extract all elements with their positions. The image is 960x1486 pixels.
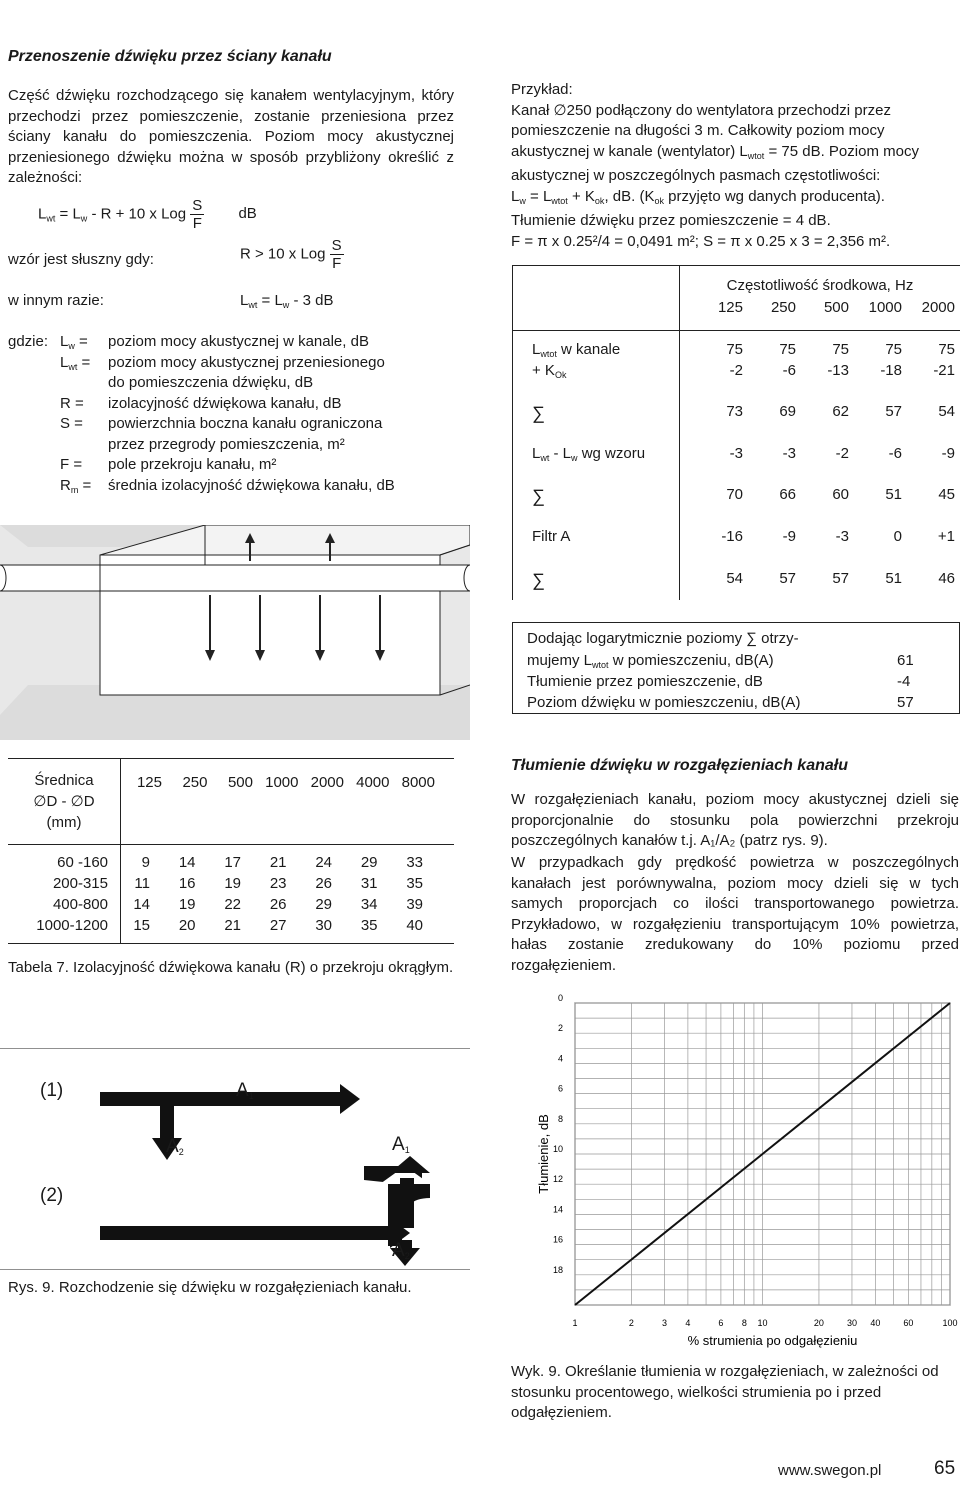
- definition-text: przez przegrody pomieszczenia, m²: [108, 435, 345, 453]
- section2-title: Tłumienie dźwięku w rozgałęzieniach kanału: [511, 757, 848, 774]
- freq-row-label: ∑: [532, 570, 545, 590]
- table7-row-values: [126, 917, 423, 934]
- freq-row-values: [690, 486, 955, 503]
- x-tick-label: 60: [903, 1318, 914, 1328]
- freq-cell: +1: [937, 528, 955, 545]
- table7-caption: Tabela 7. Izolacyjność dźwiękowa kanału (R) o przekroju okrągłym.: [8, 959, 454, 976]
- where-label: gdzie:: [8, 333, 49, 350]
- definition-symbol: $L_{wt}$ =: [60, 353, 91, 372]
- table7-cell: 16: [178, 875, 196, 892]
- table7-freq-header: 1000: [265, 774, 299, 791]
- x-tick-label: 3: [661, 1318, 667, 1328]
- freq-col-header: 1000: [868, 299, 902, 316]
- definition-text: średnia izolacyjność dźwiękowa kanału, dB: [108, 476, 395, 494]
- chart-caption: Wyk. 9. Określanie tłumienia w rozgałęzieniach, w zależności od stosunku procentowego, wielkości strumienia po i przed odgałęzieniem.: [511, 1363, 939, 1421]
- y-tick-label: 4: [557, 1053, 563, 1064]
- freq-col-header: 2000: [921, 299, 955, 316]
- definition-text: poziom mocy akustycznej przeniesionego: [108, 353, 385, 371]
- freq-cell: 75: [779, 341, 796, 358]
- freq-cell: 73: [726, 403, 743, 420]
- table7-cell: 31: [360, 875, 378, 892]
- definition-row: [60, 354, 385, 372]
- table7-row-values: [126, 896, 423, 913]
- y-tick-label: 2: [557, 1023, 563, 1034]
- table7-cell: 14: [133, 896, 150, 913]
- x-tick-label: 8: [741, 1318, 747, 1328]
- freq-col-header: 125: [717, 299, 743, 316]
- example-block: Przykład: Kanał ∅250 podłączony do wentylatora przechodzi przez pomieszczenie na długości 3 m. Całkowity poziom mocy akustycznej w kanale (wentylator) $L_{wtot} = 75$ dB. Poziom mocy akustycznej w poszczególnych pasmach częstotliwości: $L_w = L_{wtot} + K_{ok}$, dB. ($K_{ok}$ przyjęto wg danych producenta). Tłumienie dźwięku przez pomieszczenie = 4 dB. F = π x 0.25²/4 = 0,0491 m²; S = π x 0.25 x 3 = 2,356 m².: [511, 81, 919, 250]
- freq-cell: 45: [938, 486, 955, 503]
- freq-row-label: $L_{wtot}$ w kanale: [532, 341, 621, 359]
- else-expression: $L_{wt} = L_w - 3$ dB: [240, 292, 334, 310]
- definition-row: [60, 436, 345, 453]
- freq-cell: 54: [938, 403, 955, 420]
- freq-row-label: $L_{wt} - L_w$ wg wzoru: [532, 445, 646, 463]
- table7: [8, 758, 454, 948]
- freq-cell: 75: [885, 341, 902, 358]
- table7-freq-header: 8000: [401, 774, 435, 791]
- table7-cell: 24: [315, 854, 332, 871]
- x-tick-label: 10: [757, 1318, 768, 1328]
- page-number: 65: [934, 1458, 956, 1479]
- summary-line-2: mujemy $L_{wtot}$ w pomieszczeniu, dB(A): [527, 652, 774, 670]
- freq-col-header: 250: [770, 299, 796, 316]
- table7-cell: 11: [134, 875, 150, 892]
- table7-diameter: 400-800: [52, 896, 108, 913]
- summary-line-3: Tłumienie przez pomieszczenie, dB: [527, 673, 763, 690]
- branch-label-1: (1): [40, 1080, 64, 1101]
- section2-p1: W rozgałęzieniach kanału, poziom mocy akustycznej dzieli się proporcjonalnie do stosunku pola powierzchni przekroju poszczególnych kanałów t.j. A₁/A₂ (patrz rys. 9).: [511, 791, 959, 849]
- branch-label-2: (2): [40, 1185, 64, 1206]
- table7-freq-header: 125: [136, 774, 162, 791]
- table7-cell: 9: [141, 854, 150, 871]
- table7-cell: 17: [224, 854, 241, 871]
- freq-cell: 66: [779, 486, 796, 503]
- freq-cell: 62: [832, 403, 849, 420]
- freq-row-values: [690, 403, 955, 420]
- definition-symbol: $L_w$ =: [60, 333, 88, 351]
- branch-diagram: [0, 1048, 470, 1270]
- y-tick-label: 18: [552, 1264, 563, 1275]
- summary-value-2: 61: [897, 652, 914, 669]
- freq-cell: -3: [835, 528, 849, 545]
- freq-cell: -18: [880, 362, 902, 379]
- table7-freq-header: 4000: [356, 774, 390, 791]
- freq-cell: 51: [885, 486, 902, 503]
- table7-freqs: [126, 774, 435, 791]
- definition-row: [60, 415, 382, 432]
- table7-cell: 34: [360, 896, 378, 913]
- main-formula: $L_{wt} = L_w - R + 10$ x Log $\frac{S}{F}$ dB: [38, 197, 257, 232]
- freq-row-values: [690, 570, 955, 587]
- table7-cell: 15: [133, 917, 150, 934]
- table7-cell: 35: [406, 875, 423, 892]
- definition-row: [60, 477, 395, 495]
- freq-row-label: Filtr A: [532, 528, 571, 545]
- intro-paragraph: Część dźwięku rozchodzącego się kanałem wentylacyjnym, który przechodzi przez pomieszczenie, zostanie przeniesiona przez ściany kanału do pomieszczenia. Poziom mocy akustycznej przeniesionego dźwięku można w sposób przybliżony określić z zależności:: [8, 87, 454, 186]
- freq-col-header: 500: [823, 299, 849, 316]
- branch-a1-bottom: $A_1$: [392, 1134, 410, 1155]
- table7-cell: 26: [315, 875, 332, 892]
- freq-cell: 51: [885, 570, 902, 587]
- freq-cell: 57: [779, 570, 796, 587]
- table7-cell: 33: [406, 854, 423, 871]
- table7-row-values: [126, 875, 423, 892]
- table7-cell: 21: [269, 854, 287, 871]
- y-tick-label: 12: [552, 1174, 563, 1185]
- validity-label: wzór jest słuszny gdy:: [8, 251, 154, 268]
- freq-cell: 57: [885, 403, 902, 420]
- freq-cell: 60: [832, 486, 849, 503]
- table7-cell: 19: [224, 875, 241, 892]
- branch-a1-top: $A_1$: [236, 1080, 254, 1101]
- freq-cell: 57: [832, 570, 849, 587]
- table7-cell: 26: [269, 896, 287, 913]
- summary-value-4: 57: [897, 694, 914, 711]
- y-tick-label: 14: [552, 1204, 563, 1215]
- freq-cell: -13: [827, 362, 849, 379]
- table7-cell: 23: [269, 875, 287, 892]
- x-tick-label: 20: [813, 1318, 824, 1328]
- frequency-table: [512, 265, 960, 600]
- table7-cell: 40: [406, 917, 423, 934]
- table7-cell: 20: [178, 917, 196, 934]
- section-title: Przenoszenie dźwięku przez ściany kanału: [8, 48, 332, 65]
- x-tick-label: 1: [572, 1318, 578, 1328]
- x-tick-label: 100: [942, 1318, 958, 1328]
- definition-text: powierzchnia boczna kanału ograniczona: [108, 415, 383, 432]
- y-tick-label: 16: [552, 1234, 563, 1245]
- table7-cell: 39: [406, 896, 423, 913]
- fig9-caption: Rys. 9. Rozchodzenie się dźwięku w rozgałęzieniach kanału.: [8, 1279, 412, 1296]
- freq-cell: -9: [941, 445, 955, 462]
- freq-cell: -9: [782, 528, 796, 545]
- freq-cell: -2: [835, 445, 849, 462]
- definition-symbol: R =: [60, 394, 84, 412]
- freq-cell: 69: [779, 403, 796, 420]
- table7-freq-header: 500: [227, 774, 253, 791]
- table7-cell: 22: [224, 896, 241, 913]
- summary-box: [512, 622, 960, 714]
- freq-row-values: [690, 528, 955, 545]
- summary-line-4: Poziom dźwięku w pomieszczeniu, dB(A): [527, 694, 801, 711]
- freq-row-values: [690, 341, 955, 358]
- table7-cell: 14: [178, 854, 196, 871]
- table7-freq-header: 250: [182, 774, 208, 791]
- freq-row-values: [690, 445, 955, 462]
- definition-text: pole przekroju kanału, m²: [108, 456, 277, 473]
- freq-cell: -2: [729, 362, 743, 379]
- freq-cell: -3: [729, 445, 743, 462]
- freq-cell: 0: [893, 528, 902, 545]
- table7-cell: 27: [269, 917, 287, 934]
- branch-a2-bottom: $A_2$: [392, 1240, 410, 1261]
- section2-p2: W przypadkach gdy prędkość powietrza w poszczególnych kanałach jest porównywalna, poziom mocy dzieli się w tych samych proporcjach co ilości transportowanego powietrza. Przykładowo, w rozgałęzieniu transportującym 10% powietrza, hałas zostanie zredukowany do 10% poziomu przed rozgałęzieniem.: [511, 854, 959, 974]
- table7-diameter: 60 -160: [57, 854, 108, 871]
- duct-wall-illustration: [0, 525, 470, 740]
- footer-url[interactable]: www.swegon.pl: [778, 1462, 882, 1479]
- definition-symbol: $R_m$ =: [60, 476, 92, 495]
- table7-diameter: 1000-1200: [36, 917, 108, 934]
- summary-line-1: Dodając logarytmicznie poziomy ∑ otrzy-: [527, 630, 799, 647]
- freq-cell: -16: [721, 528, 743, 545]
- x-tick-label: 30: [846, 1318, 857, 1328]
- freq-cell: 54: [726, 570, 743, 587]
- table7-cell: 21: [224, 917, 241, 934]
- freq-header: Częstotliwość środkowa, Hz: [726, 277, 914, 294]
- definition-symbol: S =: [60, 415, 83, 432]
- freq-cell: 75: [832, 341, 849, 358]
- freq-cell: 70: [726, 486, 743, 503]
- freq-row-label: ∑: [532, 403, 545, 423]
- freq-cell: -3: [782, 445, 796, 462]
- summary-value-3: -4: [897, 673, 911, 690]
- definition-row: [60, 395, 341, 412]
- x-tick-label: 2: [628, 1318, 634, 1328]
- table7-freq-header: 2000: [310, 774, 344, 791]
- table7-row-values: [126, 854, 423, 871]
- else-label: w innym razie:: [8, 292, 104, 309]
- definition-row: [60, 374, 313, 391]
- y-tick-label: 10: [552, 1144, 563, 1154]
- table7-cell: 35: [360, 917, 378, 934]
- freq-cell: -6: [888, 445, 902, 462]
- freq-row-values: [690, 362, 955, 379]
- definition-text: do pomieszczenia dźwięku, dB: [108, 374, 314, 391]
- freq-cell: 75: [938, 341, 955, 358]
- x-tick-label: 4: [685, 1318, 691, 1328]
- freq-cell: -6: [782, 362, 796, 379]
- freq-cell: -21: [933, 362, 955, 379]
- attenuation-chart: [510, 985, 960, 1355]
- validity-expression: R > 10 x Log $\frac{S}{F}$: [240, 237, 342, 272]
- table7-diameter: 200-315: [52, 875, 108, 892]
- table7-cell: 29: [315, 896, 332, 913]
- definition-row: [60, 456, 276, 473]
- y-tick-label: 0: [557, 993, 563, 1003]
- definition-row: [60, 333, 369, 351]
- x-tick-label: 40: [870, 1318, 881, 1328]
- x-axis-label: % strumienia po odgałęzieniu: [687, 1333, 858, 1348]
- definition-symbol: F =: [60, 456, 83, 473]
- freq-row-label: ∑: [532, 486, 545, 506]
- definition-text: poziom mocy akustycznej w kanale, dB: [108, 333, 369, 350]
- table7-head: Średnica ∅D - ∅D (mm): [33, 772, 95, 831]
- freq-cell: 46: [938, 570, 955, 587]
- definition-text: izolacyjność dźwiękowa kanału, dB: [108, 394, 342, 412]
- table7-cell: 19: [178, 896, 196, 913]
- table7-cell: 29: [360, 854, 378, 871]
- branch-a2-top: $A_2$: [166, 1136, 184, 1157]
- freq-row-label: + $K_{Ok}$: [532, 362, 567, 380]
- x-tick-label: 6: [718, 1318, 724, 1328]
- freq-cell: 75: [726, 341, 743, 358]
- y-tick-label: 8: [557, 1113, 563, 1124]
- y-axis-label: Tłumienie, dB: [536, 1114, 551, 1194]
- freq-header-values: [690, 299, 955, 316]
- y-tick-label: 6: [557, 1083, 563, 1094]
- table7-cell: 30: [315, 917, 332, 934]
